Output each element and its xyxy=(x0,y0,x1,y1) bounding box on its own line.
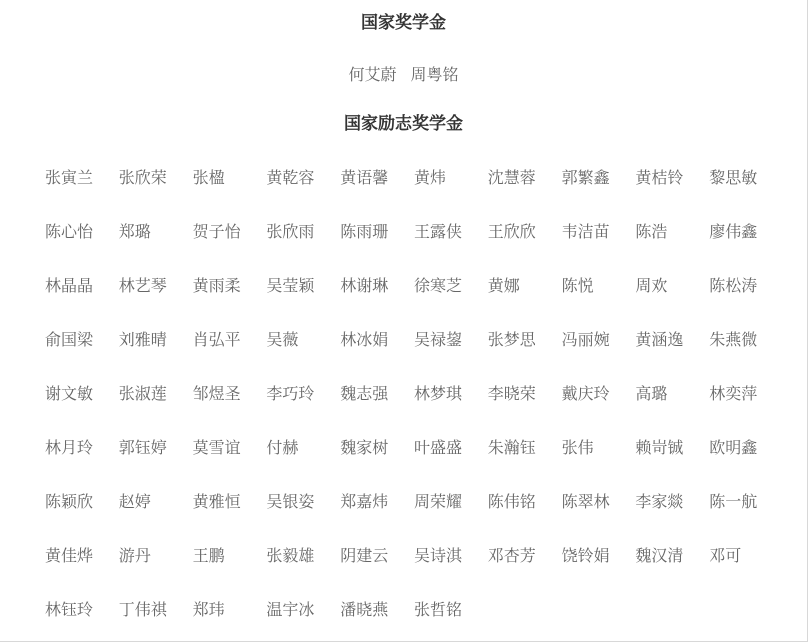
recipient-name: 陈松涛 xyxy=(709,276,758,295)
recipient-name: 陈伟铭 xyxy=(487,492,536,511)
recipient-name: 冯丽婉 xyxy=(561,330,610,349)
recipient-name: 林月玲 xyxy=(45,438,94,457)
recipient-name: 张寅兰 xyxy=(45,168,94,187)
recipient-name: 何艾蔚 xyxy=(348,65,397,84)
recipient-name: 潘晓燕 xyxy=(340,600,389,619)
recipient-name: 郑嘉炜 xyxy=(340,492,389,511)
recipient-name: 丁伟祺 xyxy=(118,600,167,619)
recipient-name: 陈翠林 xyxy=(561,492,610,511)
recipient-name: 魏汉清 xyxy=(635,546,684,565)
recipient-name: 周粤铭 xyxy=(410,65,459,84)
recipient-name: 叶盛盛 xyxy=(414,438,463,457)
recipient-name: 陈悦 xyxy=(561,276,594,295)
recipient-name: 林艺琴 xyxy=(118,276,167,295)
recipient-name: 吴银姿 xyxy=(266,492,315,511)
recipient-name: 张哲铭 xyxy=(414,600,463,619)
recipient-name: 贺子怡 xyxy=(192,222,241,241)
recipient-name: 张梦思 xyxy=(487,330,536,349)
recipient-name: 郑璐 xyxy=(118,222,151,241)
recipient-name: 黄雨柔 xyxy=(192,276,241,295)
recipient-name: 郑玮 xyxy=(192,600,225,619)
recipient-name: 阴建云 xyxy=(340,546,389,565)
national-scholarship-recipients xyxy=(0,64,807,85)
recipient-name: 李家燚 xyxy=(635,492,684,511)
recipient-name: 徐寒芝 xyxy=(414,276,463,295)
recipient-name: 吴诗淇 xyxy=(414,546,463,565)
recipient-name: 林钰玲 xyxy=(45,600,94,619)
recipient-name: 张楹 xyxy=(192,168,225,187)
recipient-name: 黎思敏 xyxy=(709,168,758,187)
recipient-name: 黄乾容 xyxy=(266,168,315,187)
recipient-name: 林晶晶 xyxy=(45,276,94,295)
recipient-name: 周荣耀 xyxy=(414,492,463,511)
recipient-name: 游丹 xyxy=(118,546,151,565)
recipient-name: 林奕萍 xyxy=(709,384,758,403)
recipient-name: 吴禄鋆 xyxy=(414,330,463,349)
recipient-name: 王欣欣 xyxy=(487,222,536,241)
recipient-name: 沈慧蓉 xyxy=(487,168,536,187)
recipient-name: 廖伟鑫 xyxy=(709,222,758,241)
recipient-name: 王鹏 xyxy=(192,546,225,565)
recipient-name: 韦洁苗 xyxy=(561,222,610,241)
recipient-name: 赵婷 xyxy=(118,492,151,511)
national-scholarship-title: 国家奖学金 xyxy=(361,13,446,33)
recipient-name: 邓杏芳 xyxy=(487,546,536,565)
recipient-name: 张欣雨 xyxy=(266,222,315,241)
recipient-name: 魏志强 xyxy=(340,384,389,403)
recipient-name: 温宇冰 xyxy=(266,600,315,619)
recipient-name: 陈浩 xyxy=(635,222,668,241)
recipient-name: 张毅雄 xyxy=(266,546,315,565)
recipient-name: 张淑莲 xyxy=(118,384,167,403)
endeavor-scholarship-title: 国家励志奖学金 xyxy=(344,114,463,134)
recipient-name: 吴薇 xyxy=(266,330,299,349)
recipient-name: 周欢 xyxy=(635,276,668,295)
recipient-name: 陈一航 xyxy=(709,492,758,511)
recipient-name: 朱燕微 xyxy=(709,330,758,349)
recipient-name: 邹煜圣 xyxy=(192,384,241,403)
recipient-name: 王露侠 xyxy=(414,222,463,241)
recipient-name: 戴庆玲 xyxy=(561,384,610,403)
recipient-name: 张伟 xyxy=(561,438,594,457)
endeavor-scholarship-recipients-grid xyxy=(45,167,783,620)
recipient-name: 吴莹颖 xyxy=(266,276,315,295)
recipient-name: 欧明鑫 xyxy=(709,438,758,457)
recipient-name: 肖弘平 xyxy=(192,330,241,349)
recipient-name: 付赫 xyxy=(266,438,299,457)
recipient-name: 刘雅晴 xyxy=(118,330,167,349)
recipient-name: 李晓荣 xyxy=(487,384,536,403)
recipient-name: 黄语馨 xyxy=(340,168,389,187)
recipient-name: 郭繁鑫 xyxy=(561,168,610,187)
recipient-name: 林冰娟 xyxy=(340,330,389,349)
recipient-name: 魏家树 xyxy=(340,438,389,457)
recipient-name: 朱瀚钰 xyxy=(487,438,536,457)
recipient-name: 陈雨珊 xyxy=(340,222,389,241)
recipient-name: 高璐 xyxy=(635,384,668,403)
recipient-name: 林谢琳 xyxy=(340,276,389,295)
recipient-name: 黄涵逸 xyxy=(635,330,684,349)
recipient-name: 黄雅恒 xyxy=(192,492,241,511)
recipient-name: 谢文敏 xyxy=(45,384,94,403)
recipient-name: 张欣荣 xyxy=(118,168,167,187)
recipient-name: 林梦琪 xyxy=(414,384,463,403)
recipient-name: 黄娜 xyxy=(487,276,520,295)
recipient-name: 饶铃娟 xyxy=(561,546,610,565)
recipient-name: 陈心怡 xyxy=(45,222,94,241)
recipient-name: 黄桔铃 xyxy=(635,168,684,187)
recipient-name: 邓可 xyxy=(709,546,742,565)
recipient-name: 陈颖欣 xyxy=(45,492,94,511)
recipient-name: 黄佳烨 xyxy=(45,546,94,565)
recipient-name: 俞国梁 xyxy=(45,330,94,349)
recipient-name: 黄炜 xyxy=(414,168,447,187)
recipient-name: 郭钰婷 xyxy=(118,438,167,457)
recipient-name: 李巧玲 xyxy=(266,384,315,403)
recipient-name: 赖岢铖 xyxy=(635,438,684,457)
recipient-name: 莫雪谊 xyxy=(192,438,241,457)
